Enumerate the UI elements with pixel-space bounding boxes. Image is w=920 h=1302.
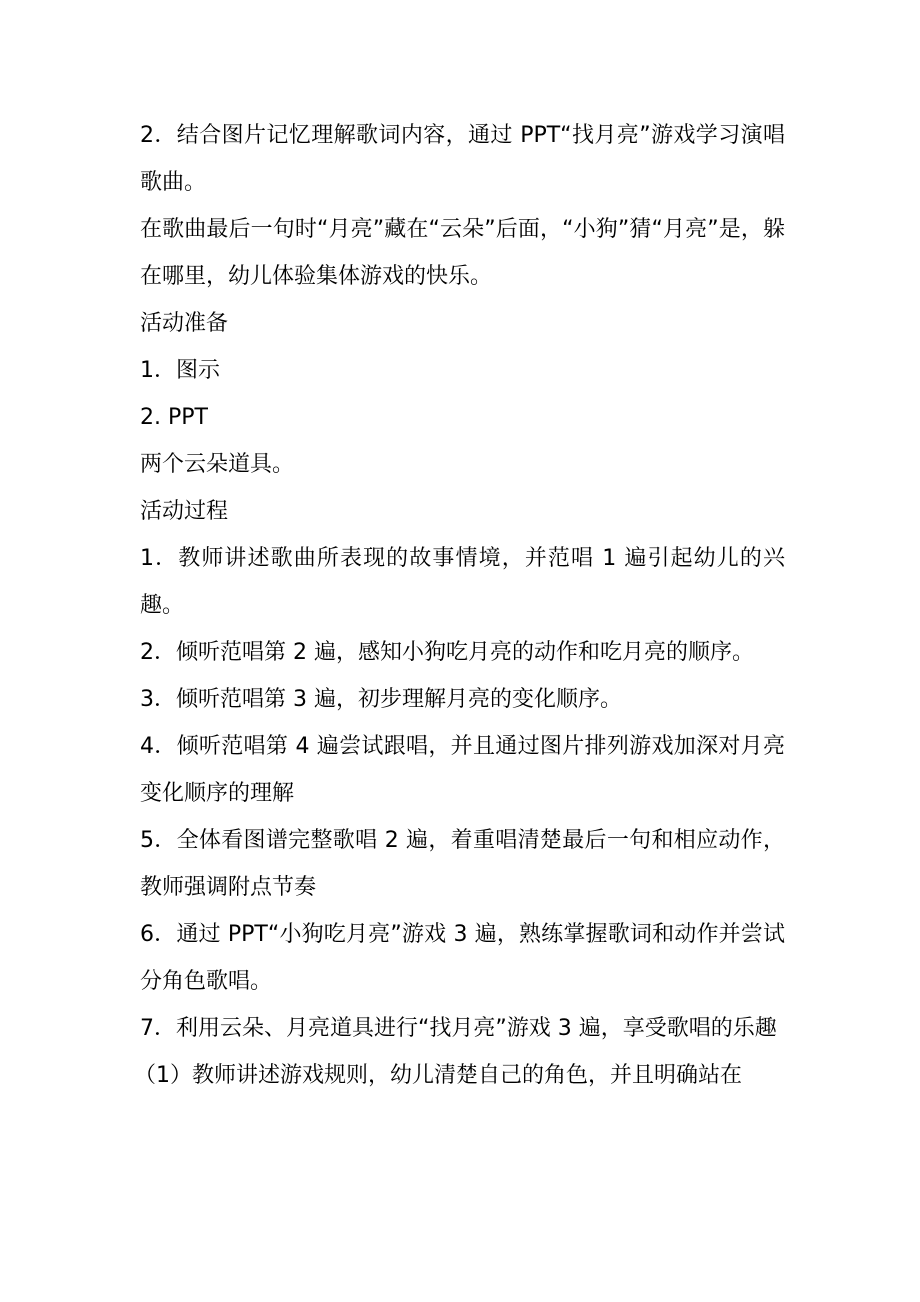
paragraph-goal-2: 2．结合图片记忆理解歌词内容，通过 PPT“找月亮”游戏学习演唱歌曲。: [140, 123, 785, 195]
preparation-item-2: 2. PPT: [140, 405, 208, 430]
process-step-7-sub-1: （1）教师讲述游戏规则，幼儿清楚自己的角色，并且明确站在: [134, 1063, 742, 1088]
process-step-7: 7．利用云朵、月亮道具进行“找月亮”游戏 3 遍，享受歌唱的乐趣: [140, 1016, 777, 1041]
process-step-5: 5．全体看图谱完整歌唱 2 遍，着重唱清楚最后一句和相应动作，教师强调附点节奏: [140, 828, 785, 900]
process-step-4: 4．倾听范唱第 4 遍尝试跟唱，并且通过图片排列游戏加深对月亮变化顺序的理解: [140, 734, 785, 806]
process-step-2: 2．倾听范唱第 2 遍，感知小狗吃月亮的动作和吃月亮的顺序。: [140, 640, 754, 665]
process-step-6: 6．通过 PPT“小狗吃月亮”游戏 3 遍，熟练掌握歌词和动作并尝试分角色歌唱。: [140, 922, 785, 994]
section-heading-preparation: 活动准备: [140, 311, 229, 336]
document-body: [134, 112, 785, 1099]
section-heading-process: 活动过程: [140, 499, 229, 524]
process-step-3: 3．倾听范唱第 3 遍，初步理解月亮的变化顺序。: [140, 687, 622, 712]
process-step-1: 1．教师讲述歌曲所表现的故事情境，并范唱 1 遍引起幼儿的兴趣。: [140, 546, 785, 618]
preparation-item-1: 1．图示: [140, 358, 220, 383]
paragraph-goal-2-detail: 在歌曲最后一句时“月亮”藏在“云朵”后面，“小狗”猜“月亮”是，躲在哪里，幼儿体验集体游戏的快乐。: [140, 217, 785, 289]
preparation-item-3: 两个云朵道具。: [140, 452, 295, 477]
